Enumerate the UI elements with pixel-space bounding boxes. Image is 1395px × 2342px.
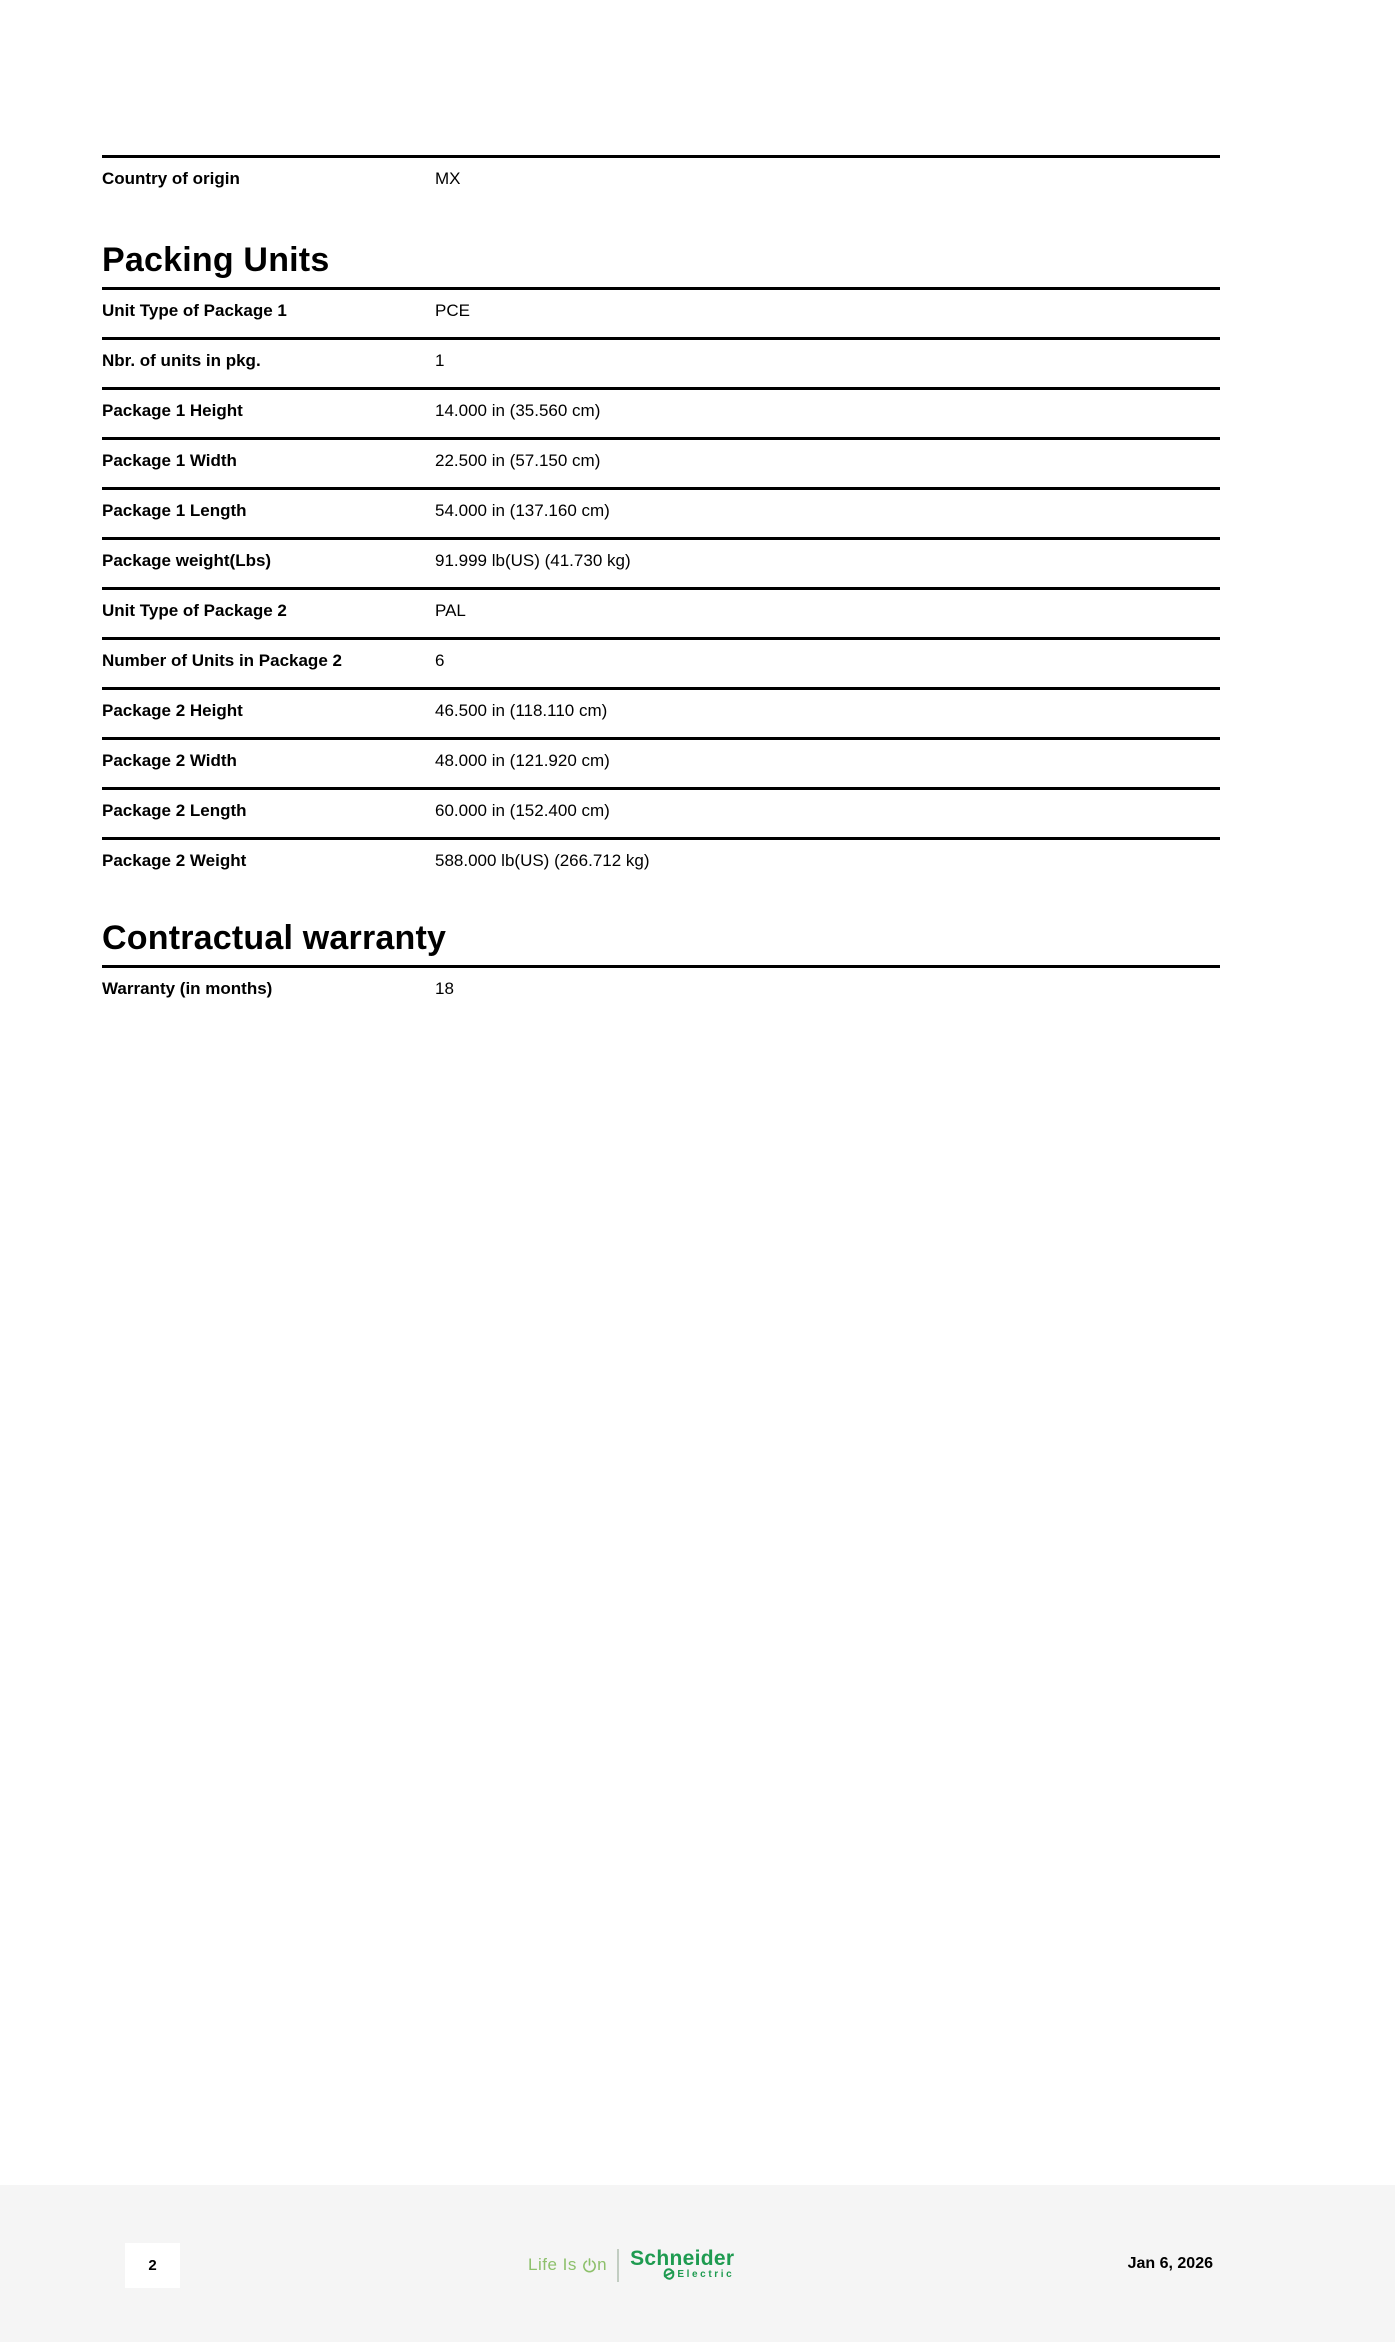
table-row (102, 337, 1220, 387)
logo-divider (617, 2249, 619, 2282)
table-row (102, 155, 1220, 205)
row-value: 46.500 in (118.110 cm) (435, 701, 608, 720)
packing-units-heading: Packing Units (102, 241, 330, 279)
row-label: Package 2 Weight (102, 851, 247, 870)
schneider-wordmark (630, 2247, 735, 2280)
table-row (102, 787, 1220, 837)
brand-subname (663, 2268, 734, 2280)
row-value: 1 (435, 351, 445, 370)
row-label: Warranty (in months) (102, 979, 273, 998)
row-value: PAL (435, 601, 466, 620)
table-row (102, 587, 1220, 637)
row-label: Package 2 Height (102, 701, 243, 720)
row-value: 18 (435, 979, 454, 998)
row-label: Package weight(Lbs) (102, 551, 272, 570)
power-icon (582, 2258, 597, 2273)
row-value: 91.999 lb(US) (41.730 kg) (435, 551, 631, 570)
table-row (102, 387, 1220, 437)
table-row (102, 287, 1220, 337)
row-value: 6 (435, 651, 445, 670)
table-row (102, 965, 1220, 1015)
row-label: Unit Type of Package 1 (102, 301, 287, 320)
document-date: Jan 6, 2026 (1127, 2255, 1213, 2272)
row-value: MX (435, 169, 461, 188)
row-value: 22.500 in (57.150 cm) (435, 451, 601, 470)
row-value: 48.000 in (121.920 cm) (435, 751, 610, 770)
table-row (102, 837, 1220, 887)
table-row (102, 737, 1220, 787)
section-general (102, 155, 1220, 205)
tagline-text-before: Life Is (528, 2255, 583, 2274)
section-packing-units (102, 238, 1220, 887)
section-contractual-warranty (102, 916, 1220, 1015)
row-label: Unit Type of Package 2 (102, 601, 287, 620)
brand-name: Schneider (630, 2247, 735, 2270)
row-label: Package 1 Length (102, 501, 247, 520)
table-row (102, 637, 1220, 687)
packing-units-table (102, 287, 1220, 887)
contractual-warranty-heading: Contractual warranty (102, 919, 447, 957)
page-footer (0, 2185, 1395, 2342)
se-monogram-icon (663, 2268, 675, 2280)
row-label: Package 1 Height (102, 401, 243, 420)
row-label: Number of Units in Package 2 (102, 651, 342, 670)
row-label: Nbr. of units in pkg. (102, 351, 261, 370)
row-value: 14.000 in (35.560 cm) (435, 401, 601, 420)
brand-logo (528, 2245, 734, 2285)
brand-sub-text: Electric (677, 2268, 735, 2280)
general-table (102, 155, 1220, 205)
row-value: 54.000 in (137.160 cm) (435, 501, 610, 520)
warranty-table (102, 965, 1220, 1015)
page-number: 2 (125, 2243, 180, 2288)
row-label: Package 2 Width (102, 751, 237, 770)
row-value: 588.000 lb(US) (266.712 kg) (435, 851, 650, 870)
row-label: Package 2 Length (102, 801, 247, 820)
life-is-on-tagline (528, 2255, 607, 2275)
row-label: Package 1 Width (102, 451, 237, 470)
row-value: 60.000 in (152.400 cm) (435, 801, 610, 820)
table-row (102, 537, 1220, 587)
row-label: Country of origin (102, 169, 240, 188)
table-row (102, 437, 1220, 487)
row-value: PCE (435, 301, 470, 320)
tagline-text-after: n (597, 2255, 608, 2274)
table-row (102, 687, 1220, 737)
table-row (102, 487, 1220, 537)
